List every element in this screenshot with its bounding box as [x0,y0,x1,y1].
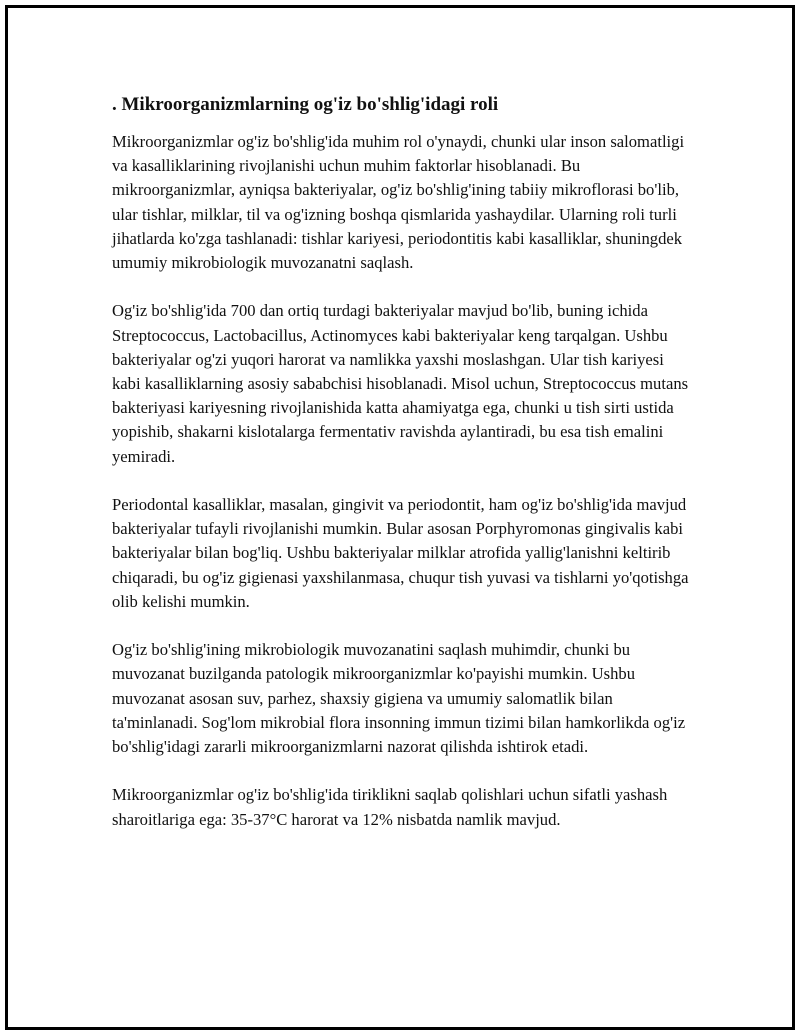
paragraph: Mikroorganizmlar og'iz bo'shlig'ida muhim rol o'ynaydi, chunki ular inson salomatligi va kasalliklarining rivojlanishi uchun muhim faktorlar hisoblanadi. Bu mikroorganizmlar, ayniqsa bakteriyalar, og'iz bo'shlig'ining tabiiy mikroflorasi bo'lib, ular tishlar, milklar, til va og'izning boshqa qismlarida yashaydilar. Ularning roli turli jihatlarda ko'zga tashlanadi: tishlar kariyesi, periodontitis kabi kasalliklar, shuningdek umumiy mikrobiologik muvozanatni saqlash. [112,132,685,273]
paragraph: Mikroorganizmlar og'iz bo'shlig'ida tiriklikni saqlab qolishlari uchun sifatli yashash sharoitlariga ega: 35-37°C harorat va 12% nisbatda namlik mavjud. [112,785,668,829]
paragraph: Og'iz bo'shlig'ining mikrobiologik muvozanatini saqlash muhimdir, chunki bu muvozanat buzilganda patologik mikroorganizmlar ko'payishi mumkin. Ushbu muvozanat asosan suv, parhez, shaxsiy gigiena va umumiy salomatlik bilan ta'minlanadi. Sog'lom mikrobial flora insonning immun tizimi bilan hamkorlikda og'iz bo'shlig'idagi zararli mikroorganizmlarni nazorat qilishda ishtirok etadi. [112,640,686,757]
document-body [112,92,692,856]
document-title: . Mikroorganizmlarning og'iz bo'shlig'idagi roli [112,94,499,115]
paragraph: Og'iz bo'shlig'ida 700 dan ortiq turdagi bakteriyalar mavjud bo'lib, buning ichida Streptococcus, Lactobacillus, Actinomyces kabi bakteriyalar keng tarqalgan. Ushbu bakteriyalar og'zi yuqori harorat va namlikka yaxshi moslashgan. Ular tish kariyesi kabi kasalliklarning asosiy sababchisi hisoblanadi. Misol uchun, Streptococcus mutans bakteriyasi kariyesning rivojlanishida katta ahamiyatga ega, chunki u tish sirti ustida yopishib, shakarni kislotalarga fermentativ ravishda aylantiradi, bu esa tish emalini yemiradi. [112,301,689,466]
paragraph: Periodontal kasalliklar, masalan, gingivit va periodontit, ham og'iz bo'shlig'ida mavjud bakteriyalar tufayli rivojlanishi mumkin. Bular asosan Porphyromonas gingivalis kabi bakteriyalar bilan bog'liq. Ushbu bakteriyalar milklar atrofida yallig'lanishni keltirib chiqaradi, bu og'iz gigienasi yaxshilanmasa, chuqur tish yuvasi va tishlarni yo'qotishga olib kelishi mumkin. [112,495,689,611]
